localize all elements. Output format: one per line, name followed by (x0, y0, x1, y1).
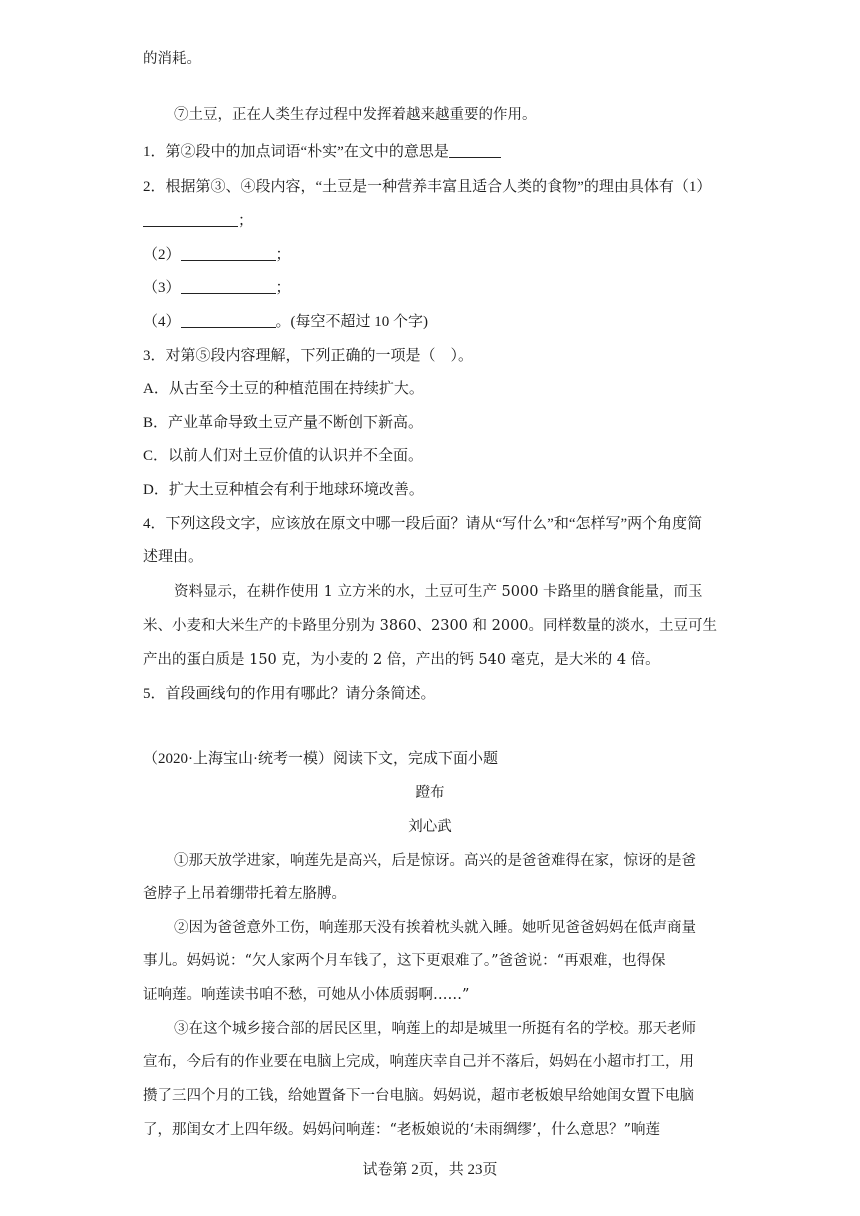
question-2-blank-4 (143, 312, 428, 332)
blank-tail: 。(每空不超过 10 个字) (275, 314, 429, 330)
paragraph-3-line-2: 宣布，今后有的作业要在电脑上完成，响莲庆幸自己并不落后，妈妈在小超市打工，用 (143, 1054, 694, 1070)
paragraph-2-line-3: 证响莲。响莲读书咱不愁，可她从小体质弱啊……” (143, 987, 470, 1003)
question-2: 2．根据第③、④段内容，“土豆是一种营养丰富且适合人类的食物”的理由具体有（1） (143, 179, 712, 195)
paragraph-2-line-1: ②因为爸爸意外工伤，响莲那天没有挨着枕头就入睡。她听见爸爸妈妈在低声商量 (174, 920, 696, 936)
paragraph-3-line-3: 攒了三四个月的工钱，给她置备下一台电脑。妈妈说，超市老板娘早给她闺女置下电脑 (143, 1088, 694, 1104)
answer-blank[interactable] (449, 143, 501, 158)
paragraph-2-line-2: 事儿。妈妈说：“欠人家两个月车钱了，这下更艰难了。”爸爸说：“再艰难，也得保 (143, 953, 666, 969)
option-b[interactable]: B．产业革命导致土豆产量不断创下新高。 (143, 415, 424, 431)
paragraph-1-line-2: 爸脖子上吊着绷带托着左胳膊。 (143, 886, 346, 902)
excerpt-line-3: 产出的蛋白质是 150 克，为小麦的 2 倍，产出的钙 540 毫克，是大米的 4 倍。 (143, 652, 660, 668)
passage-author: 刘心武 (408, 819, 452, 835)
passage-source: （2020·上海宝山·统考一模）阅读下文，完成下面小题 (143, 751, 498, 767)
answer-blank[interactable] (143, 212, 238, 227)
passage-title: 蹬布 (415, 785, 445, 801)
paragraph-7: ⑦土豆，正在人类生存过程中发挥着越来越重要的作用。 (174, 107, 537, 123)
question-2-blank-2 (143, 245, 291, 265)
question-2-blank-1 (143, 211, 253, 231)
question-1 (143, 142, 501, 162)
blank-tail: ； (275, 280, 291, 296)
excerpt-line-1: 资料显示，在耕作使用 1 立方米的水，土豆可生产 5000 卡路里的膳食能量，而玉 (174, 584, 703, 600)
paragraph-3-line-4: 了，那闺女才上四年级。妈妈问响莲：“老板娘说的‘未雨绸缪’，什么意思？”响莲 (143, 1122, 661, 1138)
line-0: 的消耗。 (143, 51, 201, 67)
excerpt-line-2: 米、小麦和大米生产的卡路里分别为 3860、2300 和 2000。同样数量的淡水，土豆可生 (143, 618, 718, 634)
question-3: 3．对第⑤段内容理解，下列正确的一项是（ ）。 (143, 348, 474, 364)
item-number: （4） (143, 314, 181, 330)
question-5: 5．首段画线句的作用有哪此？请分条简述。 (143, 686, 436, 702)
option-c[interactable]: C．以前人们对土豆价值的认识并不全面。 (143, 448, 424, 464)
question-2-blank-3 (143, 278, 291, 298)
blank-tail: ； (238, 213, 254, 229)
answer-blank[interactable] (181, 279, 276, 294)
option-d[interactable]: D．扩大土豆种植会有利于地球环境改善。 (143, 482, 424, 498)
blank-tail: ； (275, 247, 291, 263)
option-a[interactable]: A．从古至今土豆的种植范围在持续扩大。 (143, 381, 424, 397)
answer-blank[interactable] (181, 246, 276, 261)
item-number: （2） (143, 247, 181, 263)
question-4: 4．下列这段文字，应该放在原文中哪一段后面？请从“写什么”和“怎样写”两个角度简 (143, 516, 703, 532)
question-4-cont: 述理由。 (143, 549, 204, 565)
question-1-text: 1．第②段中的加点词语“朴实”在文中的意思是 (143, 144, 449, 160)
item-number: （3） (143, 280, 181, 296)
answer-blank[interactable] (181, 313, 276, 328)
paragraph-1-line-1: ①那天放学进家，响莲先是高兴，后是惊讶。高兴的是爸爸难得在家，惊讶的是爸 (174, 853, 696, 869)
page-footer: 试卷第 2页，共 23页 (362, 1162, 498, 1178)
paragraph-3-line-1: ③在这个城乡接合部的居民区里，响莲上的却是城里一所挺有名的学校。那天老师 (174, 1021, 696, 1037)
